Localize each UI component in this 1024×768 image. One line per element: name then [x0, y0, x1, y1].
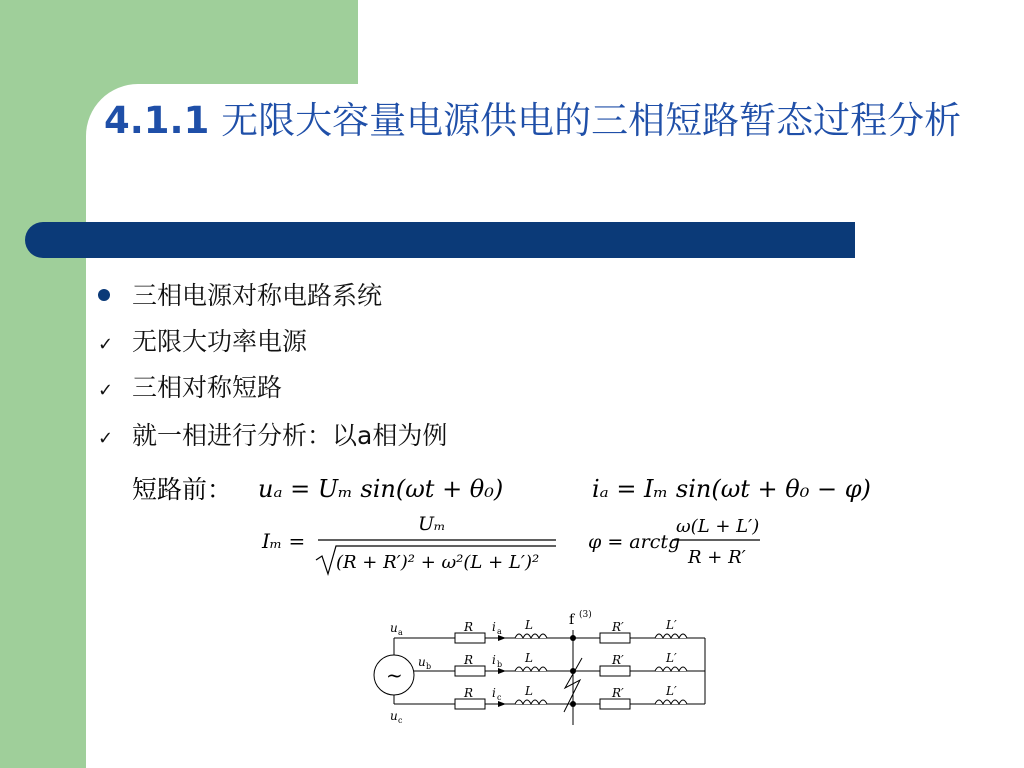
- im-numerator: Uₘ: [418, 513, 446, 535]
- source-symbol: ~: [386, 663, 403, 687]
- label-l-prime: L′: [666, 651, 677, 665]
- bullet-text: 就一相进行分析：以a相为例: [132, 421, 448, 450]
- label-r-prime: R′: [612, 620, 624, 634]
- label-l-prime: L′: [666, 684, 677, 698]
- phi-lhs: φ = arctg: [588, 531, 681, 553]
- bullet-text: 无限大功率电源: [132, 327, 308, 356]
- label-u: u: [418, 655, 426, 669]
- label-i: i: [492, 686, 496, 700]
- label-u-sub: a: [398, 628, 403, 637]
- label-i: i: [492, 653, 496, 667]
- resistor-icon: [455, 699, 485, 709]
- label-r: R: [464, 653, 474, 667]
- inductor-icon: [515, 634, 547, 638]
- resistor-icon: [455, 633, 485, 643]
- label-l: L: [525, 651, 533, 665]
- inductor-icon: [515, 700, 547, 704]
- inductor-icon: [655, 667, 687, 671]
- label-l: L: [525, 618, 533, 632]
- fault-node: [570, 701, 576, 707]
- resistor-icon: [600, 633, 630, 643]
- label-u: u: [390, 709, 398, 723]
- label-i-sub: b: [497, 660, 503, 669]
- title-number: 4.1.1: [104, 99, 210, 142]
- fault-node: [570, 668, 576, 674]
- checkmark-icon: ✓: [98, 380, 114, 401]
- inductor-icon: [655, 634, 687, 638]
- fault-label: f: [569, 612, 575, 628]
- label-r: R: [464, 620, 474, 634]
- label-l-prime: L′: [666, 618, 677, 632]
- im-denominator: (R + R′)² + ω²(L + L′)²: [336, 552, 540, 573]
- inductor-icon: [655, 700, 687, 704]
- phi-denominator: R + R′: [688, 547, 746, 568]
- label-u: u: [390, 621, 398, 635]
- bullet-text: 三相对称短路: [132, 373, 283, 402]
- checkmark-icon: ✓: [98, 428, 114, 449]
- label-i-sub: a: [497, 627, 502, 636]
- label-r-prime: R′: [612, 653, 624, 667]
- label-r-prime: R′: [612, 686, 624, 700]
- checkmark-icon: ✓: [98, 334, 114, 355]
- label-r: R: [464, 686, 474, 700]
- resistor-icon: [600, 699, 630, 709]
- label-u-sub: c: [398, 716, 403, 725]
- pre-fault-label: 短路前：: [132, 475, 233, 504]
- current-equation: iₐ = Iₘ sin(ωt + θ₀ − φ): [592, 475, 871, 503]
- fault-superscript: (3): [579, 610, 592, 620]
- label-i: i: [492, 620, 496, 634]
- fault-node: [570, 635, 576, 641]
- bullet-text: 三相电源对称电路系统: [132, 281, 383, 310]
- resistor-icon: [600, 666, 630, 676]
- inductor-icon: [515, 667, 547, 671]
- im-lhs: Iₘ =: [262, 529, 306, 553]
- title-text: 无限大容量电源供电的三相短路暂态过程分析: [221, 99, 962, 142]
- phi-numerator: ω(L + L′): [676, 516, 760, 537]
- resistor-icon: [455, 666, 485, 676]
- label-l: L: [525, 684, 533, 698]
- label-i-sub: c: [497, 693, 502, 702]
- voltage-equation: uₐ = Uₘ sin(ωt + θ₀): [258, 475, 504, 503]
- label-u-sub: b: [426, 662, 432, 671]
- circuit-diagram: [360, 600, 720, 730]
